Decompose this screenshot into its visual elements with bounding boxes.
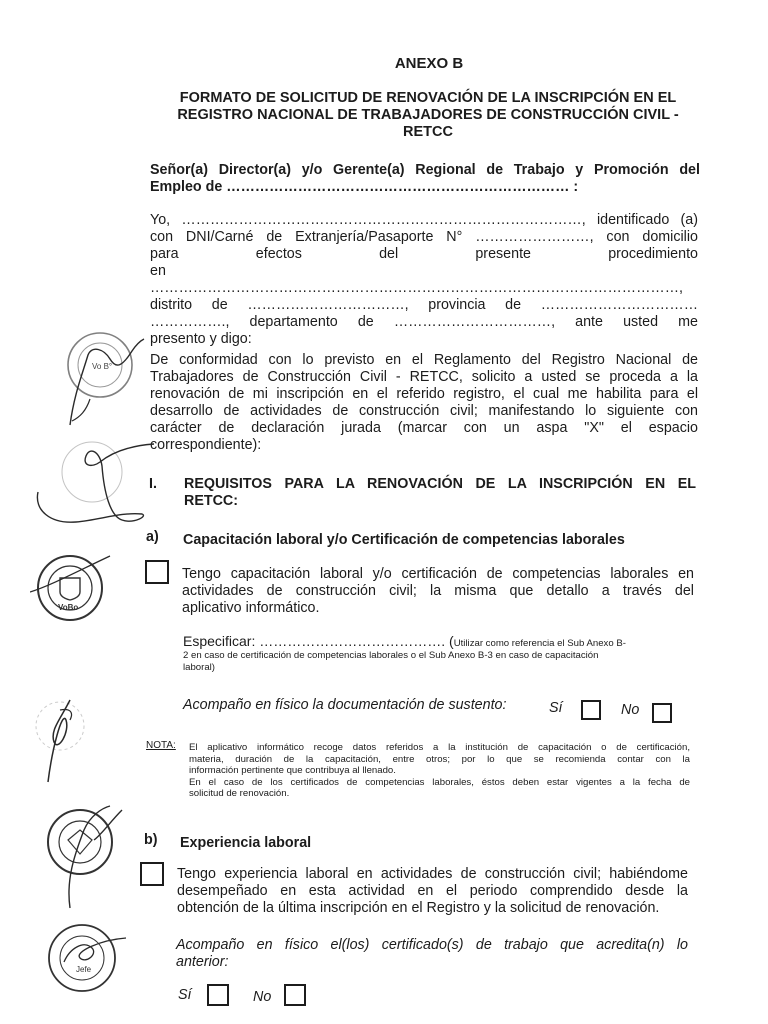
section-a-statement-line-2: actividades de construcción civil; la misma que detallo a través del <box>182 583 694 599</box>
section-b-yes-label: Sí <box>178 987 192 1003</box>
note-line-3: información pertinente que contribuya al llenado. <box>189 765 396 776</box>
official-seal-stamp-5 <box>40 800 125 910</box>
intro-line-7: presento y digo: <box>150 331 252 347</box>
section-b-attach-line-2: anterior: <box>176 954 229 970</box>
section-b-title: Experiencia laboral <box>180 835 312 851</box>
intro-line-2: con DNI/Carné de Extranjería/Pasaporte N° ……………………, con domicilio <box>150 229 698 245</box>
official-seal-stamp-1 <box>60 325 145 435</box>
section-a-statement <box>182 566 694 617</box>
stamp-6-text: Jefe <box>76 965 92 974</box>
annex-title: ANEXO B <box>394 55 464 72</box>
form-title-line-1: FORMATO DE SOLICITUD DE RENOVACIÓN DE LA INSCRIPCIÓN EN EL <box>179 90 677 106</box>
body-line-1: De conformidad con lo previsto en el Reglamento del Registro Nacional de <box>150 352 698 368</box>
section-i-title-line-1: REQUISITOS PARA LA RENOVACIÓN DE LA INSCRIPCIÓN EN EL <box>184 476 696 492</box>
body-line-6: correspondiente): <box>150 437 262 453</box>
section-b-statement-line-3: obtención de la última inscripción en el Registro y la solicitud de renovación. <box>177 900 660 916</box>
form-title-line-2: REGISTRO NACIONAL DE TRABAJADORES DE CONSTRUCCIÓN CIVIL - <box>177 107 679 123</box>
signature-seal-2 <box>30 432 160 532</box>
addressee-line-1: Señor(a) Director(a) y/o Gerente(a) Regional de Trabajo y Promoción del <box>150 162 700 178</box>
section-a-title: Capacitación laboral y/o Certificación de competencias laborales <box>183 532 625 548</box>
specify-field <box>183 633 696 673</box>
specify-line-1 <box>183 633 696 650</box>
section-b-attach-question <box>176 937 688 971</box>
section-b-yes-checkbox[interactable] <box>207 984 229 1006</box>
section-b-statement-line-1: Tengo experiencia laboral en actividades de construcción civil; habiéndome <box>177 866 688 882</box>
note-line-5: solicitud de renovación. <box>189 788 290 799</box>
signature-seal-4 <box>30 690 90 790</box>
section-b-no-label: No <box>253 989 272 1005</box>
section-b-checkbox[interactable] <box>140 862 164 886</box>
body-line-3: renovación de mi inscripción en el referido registro, el cual me habilita para el <box>150 386 698 402</box>
section-b-letter: b) <box>144 832 158 848</box>
section-a-no-label: No <box>621 702 640 718</box>
section-a-yes-checkbox[interactable] <box>581 700 601 720</box>
intro-line-5: distrito de ……………………………, provincia de …………………………… <box>150 297 698 313</box>
note-line-2: materia, duración de la capacitación, entre otros; por lo que se recomienda contar con la <box>189 753 690 765</box>
body-line-5: carácter de declaración jurada (marcar con un aspa "X" el espacio <box>150 420 698 436</box>
intro-line-6: ……………., departamento de ……………………………, ante usted me <box>150 314 698 330</box>
note-line-1: El aplicativo informático recoge datos referidos a la institución de capacitación o de certificación, <box>189 742 690 753</box>
section-a-yes-label: Sí <box>549 700 563 716</box>
intro-paragraph <box>150 212 698 348</box>
section-b-statement-line-2: desempeñado en esta actividad en el periodo comprendido desde la <box>177 883 688 899</box>
specify-note-2: 2 en caso de certificación de competencias laborales o el Sub Anexo B-3 en caso de capacitación <box>183 650 599 661</box>
specify-note-1: Utilizar como referencia el Sub Anexo B- <box>453 638 626 649</box>
specify-label: Especificar: …………………………………. ( <box>183 633 454 649</box>
section-a-checkbox[interactable] <box>145 560 169 584</box>
official-seal-stamp-6 <box>40 918 130 998</box>
section-i-title <box>184 476 696 510</box>
addressee <box>150 162 700 196</box>
intro-line-3 <box>150 246 698 280</box>
official-seal-stamp-3 <box>30 552 112 626</box>
section-a-letter: a) <box>146 529 159 545</box>
section-b-no-checkbox[interactable] <box>284 984 306 1006</box>
section-b-attach-line-1: Acompaño en físico el(los) certificado(s) de trabajo que acredita(n) lo <box>176 937 688 953</box>
note-label: NOTA: <box>146 740 176 751</box>
intro-line-4: …………………………………………………………………………………………………, <box>150 280 683 296</box>
section-b-statement <box>177 866 688 917</box>
form-title <box>158 90 698 141</box>
note-text <box>189 742 690 800</box>
specify-note-3: laboral) <box>183 661 215 673</box>
body-paragraph <box>150 352 698 454</box>
section-a-no-checkbox[interactable] <box>652 703 672 723</box>
section-a-statement-line-1: Tengo capacitación laboral y/o certificación de competencias laborales en <box>182 566 694 582</box>
section-a-attach-question: Acompaño en físico la documentación de sustento: <box>183 697 507 713</box>
body-line-4: desarrollo de actividades de construcción civil; manifestando lo siguiente con <box>150 403 698 419</box>
section-i-number: I. <box>149 476 157 492</box>
intro-line-3-text: para efectos del presente procedimiento en <box>150 246 698 279</box>
note-line-4: En el caso de los certificados de competencias laborales, éstos deben estar vigentes a la fecha de <box>189 776 690 788</box>
intro-line-1: Yo, …………………………………………………………………………, identificado (a) <box>150 212 698 228</box>
section-a-statement-line-3: aplicativo informático. <box>182 600 320 616</box>
form-title-line-3: RETCC <box>403 124 453 140</box>
stamp-3-text: VoBo <box>58 603 79 612</box>
section-i-title-line-2: RETCC: <box>184 493 239 509</box>
stamp-1-text: Vo B° <box>92 362 113 371</box>
body-line-2: Trabajadores de Construcción Civil - RETCC, solicito a usted se proceda a la <box>150 369 698 385</box>
addressee-line-2: Empleo de ……………………………………………………………… : <box>150 179 579 195</box>
